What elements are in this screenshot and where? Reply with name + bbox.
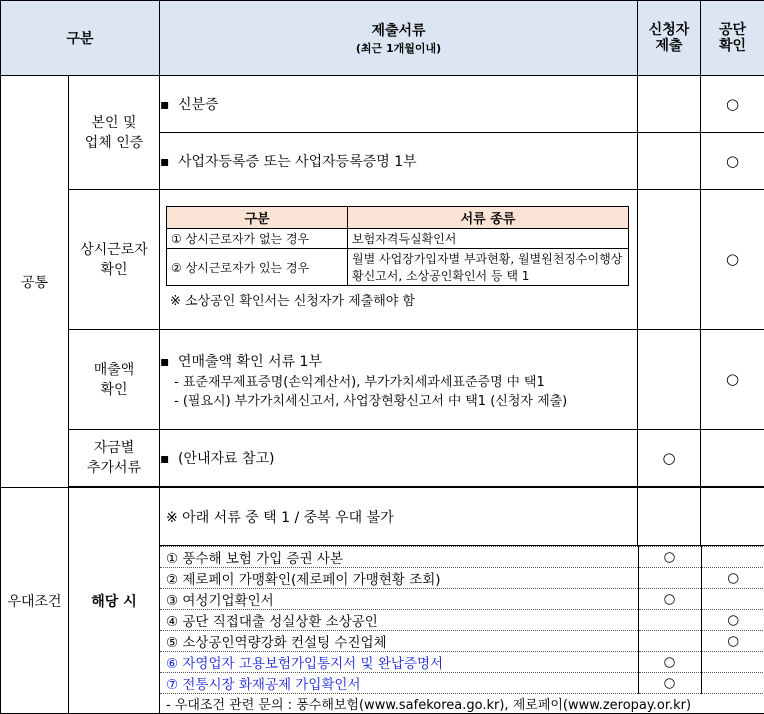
inner-row — [167, 249, 629, 286]
doc-text: 신분증 — [178, 97, 219, 113]
preferential-item-text: ② 제로페이 가맹확인(제로페이 가맹현황 조회) — [160, 568, 638, 589]
agency-mark: ○ — [701, 610, 764, 631]
preferential-applicable: 해당 시 — [69, 488, 160, 714]
applicant-mark: ○ — [638, 673, 701, 694]
preferential-intro: ※ 아래 서류 중 택 1 / 중복 우대 불가 — [160, 488, 638, 546]
header-documents-sub: (최근 1개월이내) — [160, 40, 637, 56]
empty-cell — [638, 488, 701, 546]
header-documents-title: 제출서류 — [160, 20, 637, 40]
header-category: 구분 — [1, 1, 160, 76]
inner-row — [167, 229, 629, 249]
preferential-item — [160, 673, 764, 694]
agency-mark: ○ — [701, 76, 764, 133]
sales-sub: - 표준재무제표증명(손익계산서), 부가가치세과세표준증명 中 택1 — [160, 371, 637, 390]
applicant-mark: ○ — [638, 547, 701, 568]
bullet-icon: ▪ — [160, 154, 178, 170]
common-label: 공통 — [1, 76, 69, 488]
preferential-list — [160, 546, 764, 713]
doc-text: 사업자등록증 또는 사업자등록증명 1부 — [178, 154, 417, 170]
agency-mark: ○ — [701, 190, 764, 330]
applicant-mark: ○ — [638, 589, 701, 610]
applicant-mark: ○ — [638, 652, 701, 673]
agency-mark — [701, 589, 764, 610]
table-row — [1, 430, 764, 487]
workers-doc-cell — [160, 190, 638, 330]
workers-note: ※ 소상공인 확인서는 신청자가 제출해야 함 — [160, 286, 637, 313]
preferential-item-text: ① 풍수해 보험 가입 증권 사본 — [160, 547, 638, 568]
applicant-mark: ○ — [638, 430, 701, 487]
workers-label: 상시근로자 확인 — [69, 190, 160, 330]
applicant-mark — [638, 568, 701, 589]
applicant-mark — [638, 190, 701, 330]
agency-mark: ○ — [701, 330, 764, 430]
sales-main: 연매출액 확인 서류 1부 — [178, 354, 322, 370]
preferential-item — [160, 547, 764, 568]
agency-mark: ○ — [701, 568, 764, 589]
header-applicant: 신청자 제출 — [638, 1, 701, 76]
table-row — [1, 330, 764, 430]
preferential-item-text: ③ 여성기업확인서 — [160, 589, 638, 610]
inner-case: ② 상시근로자가 있는 경우 — [167, 249, 348, 286]
id-verification-label: 본인 및 업체 인증 — [69, 76, 160, 190]
header-agency: 공단 확인 — [701, 1, 764, 76]
applicant-mark — [638, 133, 701, 190]
preferential-item-text: ⑥ 자영업자 고용보험가입통지서 및 완납증명서 — [160, 652, 638, 673]
sales-doc-cell — [160, 330, 638, 430]
bullet-icon: ▪ — [160, 97, 178, 113]
doc-cell — [160, 133, 638, 190]
bullet-icon: ▪ — [160, 354, 178, 370]
inner-header-docs: 서류 종류 — [348, 207, 629, 229]
applicant-mark — [638, 76, 701, 133]
header-documents — [160, 1, 638, 76]
workers-inner-table — [166, 206, 629, 286]
doc-cell — [160, 76, 638, 133]
agency-mark — [701, 547, 764, 568]
preferential-footer-row — [160, 694, 764, 714]
empty-cell — [701, 488, 764, 546]
agency-mark — [701, 430, 764, 487]
preferential-item-text: ⑦ 전통시장 화재공제 가입확인서 — [160, 673, 638, 694]
preferential-item — [160, 568, 764, 589]
preferential-item — [160, 631, 764, 652]
extra-label: 자금별 추가서류 — [69, 430, 160, 487]
agency-mark: ○ — [701, 631, 764, 652]
table-header-row — [1, 1, 764, 76]
preferential-list-cell — [160, 546, 764, 714]
applicant-mark — [638, 330, 701, 430]
inner-case: ① 상시근로자가 없는 경우 — [167, 229, 348, 249]
preferential-item-text: ⑤ 소상공인역량강화 컨설팅 수진업체 — [160, 631, 638, 652]
applicant-mark — [638, 610, 701, 631]
preferential-label: 우대조건 — [1, 488, 69, 714]
sales-label: 매출액 확인 — [69, 330, 160, 430]
doc-text: (안내자료 참고) — [178, 451, 275, 467]
agency-mark — [701, 673, 764, 694]
preferential-footer: - 우대조건 관련 문의 : 풍수해보험(www.safekorea.go.kr), 제로페이(www.zeropay.or.kr) — [160, 694, 764, 714]
agency-mark: ○ — [701, 133, 764, 190]
agency-mark — [701, 652, 764, 673]
applicant-mark — [638, 631, 701, 652]
sales-sub: - (필요시) 부가가치세신고서, 사업장현황신고서 中 택1 (신청자 제출) — [160, 390, 637, 409]
inner-docs: 월별 사업장가입자별 부과현황, 월별원천징수이행상황신고서, 소상공인확인서 등 택 1 — [348, 249, 629, 286]
table-row — [1, 488, 764, 546]
preferential-item — [160, 652, 764, 673]
preferential-item-text: ④ 공단 직접대출 성실상환 소상공인 — [160, 610, 638, 631]
preferential-item — [160, 610, 764, 631]
bullet-icon: ▪ — [160, 451, 178, 467]
doc-cell — [160, 430, 638, 487]
inner-header-category: 구분 — [167, 207, 348, 229]
table-row — [1, 76, 764, 133]
inner-header-row — [167, 207, 629, 229]
inner-docs: 보험자격득실확인서 — [348, 229, 629, 249]
table-row — [1, 190, 764, 330]
preferential-item — [160, 589, 764, 610]
